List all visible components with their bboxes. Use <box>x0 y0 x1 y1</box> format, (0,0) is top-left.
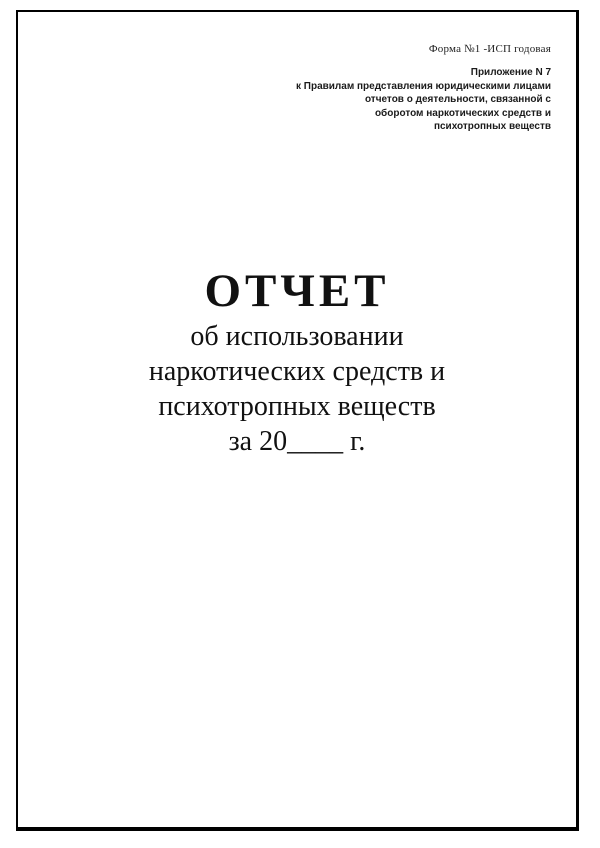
appendix-line-5: психотропных веществ <box>433 121 551 132</box>
report-year-line: за 20____ г. <box>228 425 366 457</box>
report-cover-sheet <box>16 10 579 831</box>
title-block <box>18 264 576 459</box>
appendix-line-4: оборотом наркотических средств и <box>374 107 551 119</box>
report-subtitle-line-3: психотропных веществ <box>158 390 436 422</box>
report-subtitle-line-2: наркотических средств и <box>148 355 446 387</box>
appendix-line-1: Приложение N 7 <box>470 67 551 78</box>
form-number-label: Форма №1 -ИСП годовая <box>428 43 551 55</box>
appendix-line-2: к Правилам представления юридическими лицами <box>295 80 551 92</box>
appendix-line-3: отчетов о деятельности, связанной с <box>364 94 551 105</box>
report-subtitle-line-1: об использовании <box>190 320 404 352</box>
header-block <box>18 12 576 134</box>
appendix-reference <box>18 66 551 134</box>
report-title: ОТЧЕТ <box>204 264 390 317</box>
